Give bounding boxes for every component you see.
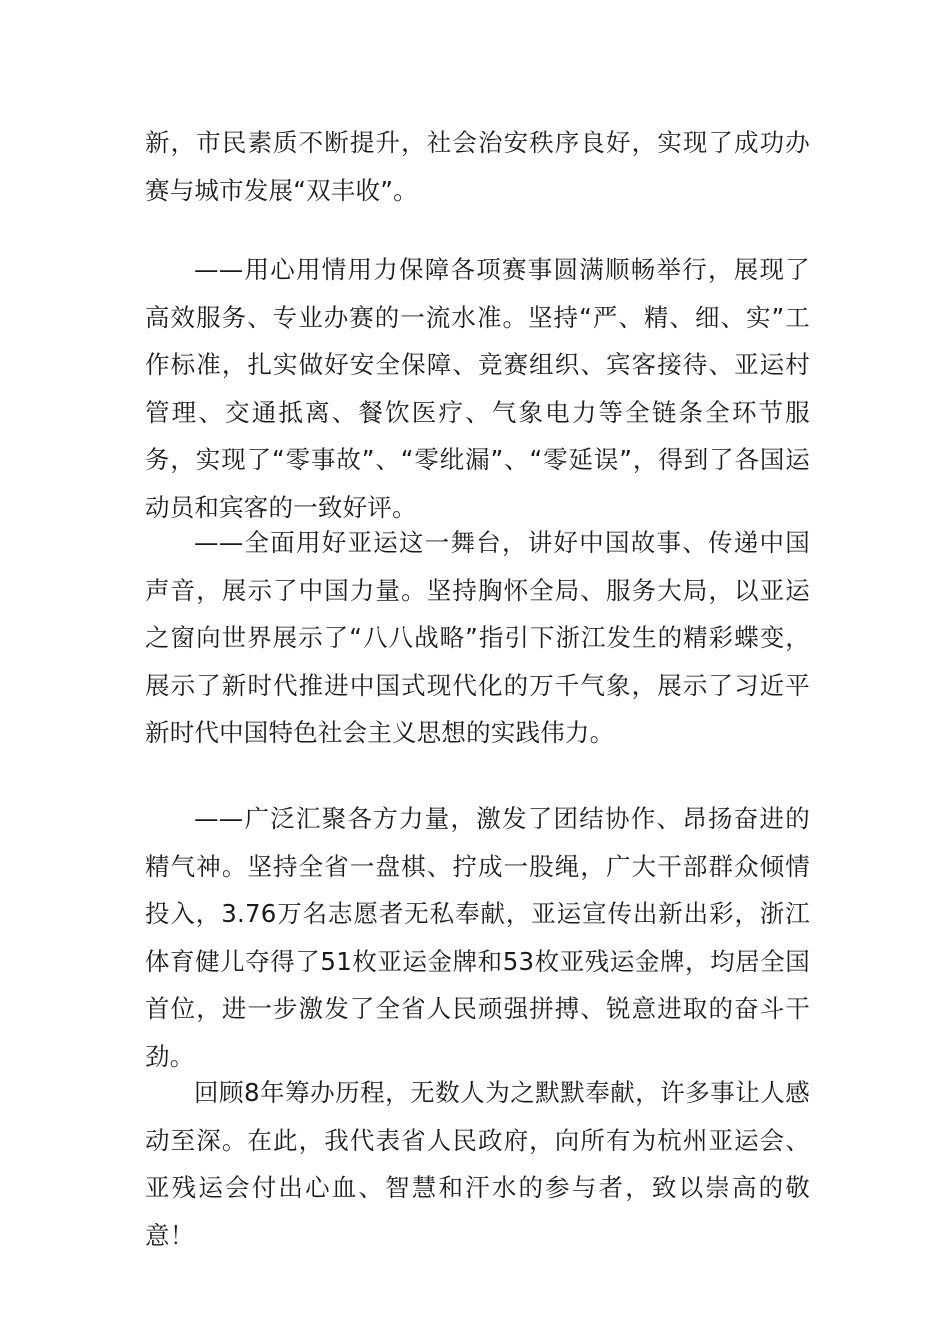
paragraph-service-guarantee: ——用心用情用力保障各项赛事圆满顺畅举行，展现了高效服务、专业办赛的一流水准。坚持“严、精、细、实”工作标准，扎实做好安全保障、竞赛组织、宾客接待、亚运村管理、交通抵离、餐饮医疗、气象电力等全链条全环节服务，实现了“零事故”、“零纰漏”、“零延误”，得到了各国运动员和宾客的一致好评。 [145, 255, 810, 522]
paragraph-china-story: ——全面用好亚运这一舞台，讲好中国故事、传递中国声音，展示了中国力量。坚持胸怀全局、服务大局，以亚运之窗向世界展示了“八八战略”指引下浙江发生的精彩蝶变，展示了新时代推进中国式现代化的万千气象，展示了习近平新时代中国特色社会主义思想的实践伟力。 [145, 528, 810, 747]
paragraph-continuation: 新，市民素质不断提升，社会治安秩序良好，实现了成功办赛与城市发展“双丰收”。 [145, 128, 810, 205]
paragraph-tribute: 回顾8年筹办历程，无数人为之默默奉献，许多事让人感动至深。在此，我代表省人民政府，向所有为杭州亚运会、亚残运会付出心血、智慧和汗水的参与者，致以崇高的敬意！ [145, 1078, 810, 1250]
paragraph-spirit: ——广泛汇聚各方力量，激发了团结协作、昂扬奋进的精气神。坚持全省一盘棋、拧成一股绳，广大干部群众倾情投入，3.76万名志愿者无私奉献，亚运宣传出新出彩，浙江体育健儿夺得了51枚亚运金牌和53枚亚残运金牌，均居全国首位，进一步激发了全省人民顽强拼搏、锐意进取的奋斗干劲。 [145, 804, 810, 1071]
